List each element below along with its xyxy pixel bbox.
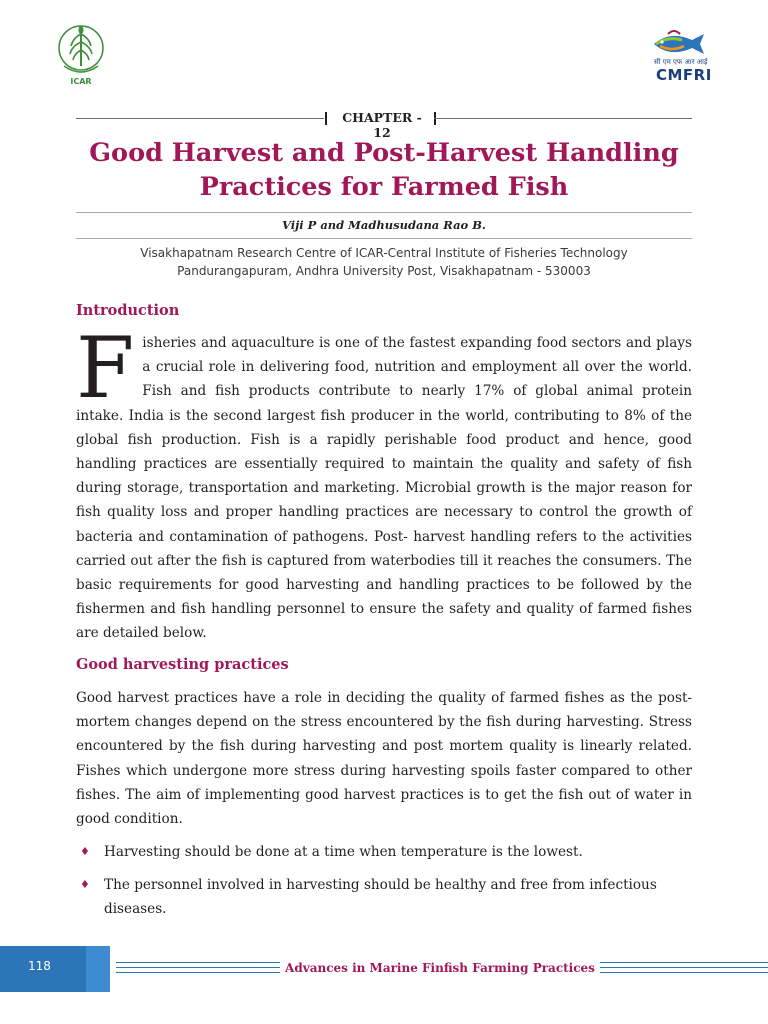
- footer-rule: [600, 967, 768, 968]
- cmfri-logo-text: CMFRI: [656, 66, 712, 84]
- chapter-title-line2: Practices for Farmed Fish: [199, 172, 569, 202]
- list-item: [76, 873, 692, 921]
- harvesting-paragraph: Good harvest practices have a role in deciding the quality of farmed fishes as the post-mortem changes depend on the stress encountered by the fish during harvesting. Stress encountered by the fish during harvesting and post mortem quality is linearly related. Fishes which undergone more stress during harvesting spoils faster compared to other fishes. The aim of implementing good harvest practices is to get the fish out of water in good condition.: [76, 690, 692, 828]
- chapter-header: [76, 110, 692, 140]
- list-item-text: Harvesting should be done at a time when temperature is the lowest.: [104, 844, 583, 860]
- footer-rule: [600, 972, 768, 973]
- chapter-rule-right: [434, 118, 692, 119]
- icar-logo-icon: [52, 18, 110, 88]
- cmfri-hindi-text: सी एम एफ आर आई: [654, 58, 708, 66]
- list-item: [76, 840, 692, 864]
- affiliation-line1: Visakhapatnam Research Centre of ICAR-Central Institute of Fisheries Technology: [140, 246, 628, 260]
- chapter-rule-left: [76, 118, 324, 119]
- footer-rule: [116, 962, 280, 963]
- chapter-title: [60, 136, 708, 204]
- bullet-diamond-icon: ♦: [80, 878, 90, 891]
- section-heading-introduction: Introduction: [76, 302, 180, 319]
- section-heading-harvesting: Good harvesting practices: [76, 656, 289, 673]
- book-title: Advances in Marine Finfish Farming Practices: [285, 961, 595, 975]
- bullet-diamond-icon: ♦: [80, 845, 90, 858]
- footer-rule: [116, 972, 280, 973]
- footer-rule: [600, 962, 768, 963]
- introduction-text: isheries and aquaculture is one of the fastest expanding food sectors and plays a crucial role in delivering food, nutrition and employment all over the world. Fish and fish products contribute to nearly 17% of global animal protein intake. India is the second largest fish producer in the world, contributing to 8% of the global fish production. Fish is a rapidly perishable food product and hence, good handling practices are essentially required to maintain the quality and safety of fish during storage, transportation and marketing. Microbial growth is the major reason for fish quality loss and proper handling practices are necessary to control the growth of bacteria and contamination of pathogens. Post- harvest handling refers to the activities carried out after the fish is captured from waterbodies till it reaches the consumers. The basic requirements for good harvesting and handling practices to be followed by the fishermen and fish handling personnel to ensure the safety and quality of farmed fishes are detailed below.: [76, 335, 692, 642]
- list-item-text: The personnel involved in harvesting should be healthy and free from infectious diseases.: [104, 877, 657, 918]
- chapter-label: CHAPTER - 12: [342, 110, 422, 140]
- affiliation-line2: Pandurangapuram, Andhra University Post, Visakhapatnam - 530003: [177, 263, 591, 278]
- divider: [76, 238, 692, 239]
- page-number: 118: [28, 959, 51, 973]
- svg-text:ICAR: ICAR: [70, 77, 92, 86]
- authors: Viji P and Madhusudana Rao B.: [282, 218, 486, 232]
- footer-rule: [116, 967, 280, 968]
- chapter-title-line1: Good Harvest and Post-Harvest Handling: [89, 138, 679, 168]
- cmfri-fish-logo-icon: [648, 28, 712, 86]
- footer-band-accent: [86, 946, 110, 992]
- affiliation: [76, 245, 692, 280]
- chapter-tick-left: [325, 112, 327, 125]
- introduction-paragraph: [76, 319, 692, 646]
- drop-cap: F: [76, 319, 135, 417]
- divider: [76, 212, 692, 213]
